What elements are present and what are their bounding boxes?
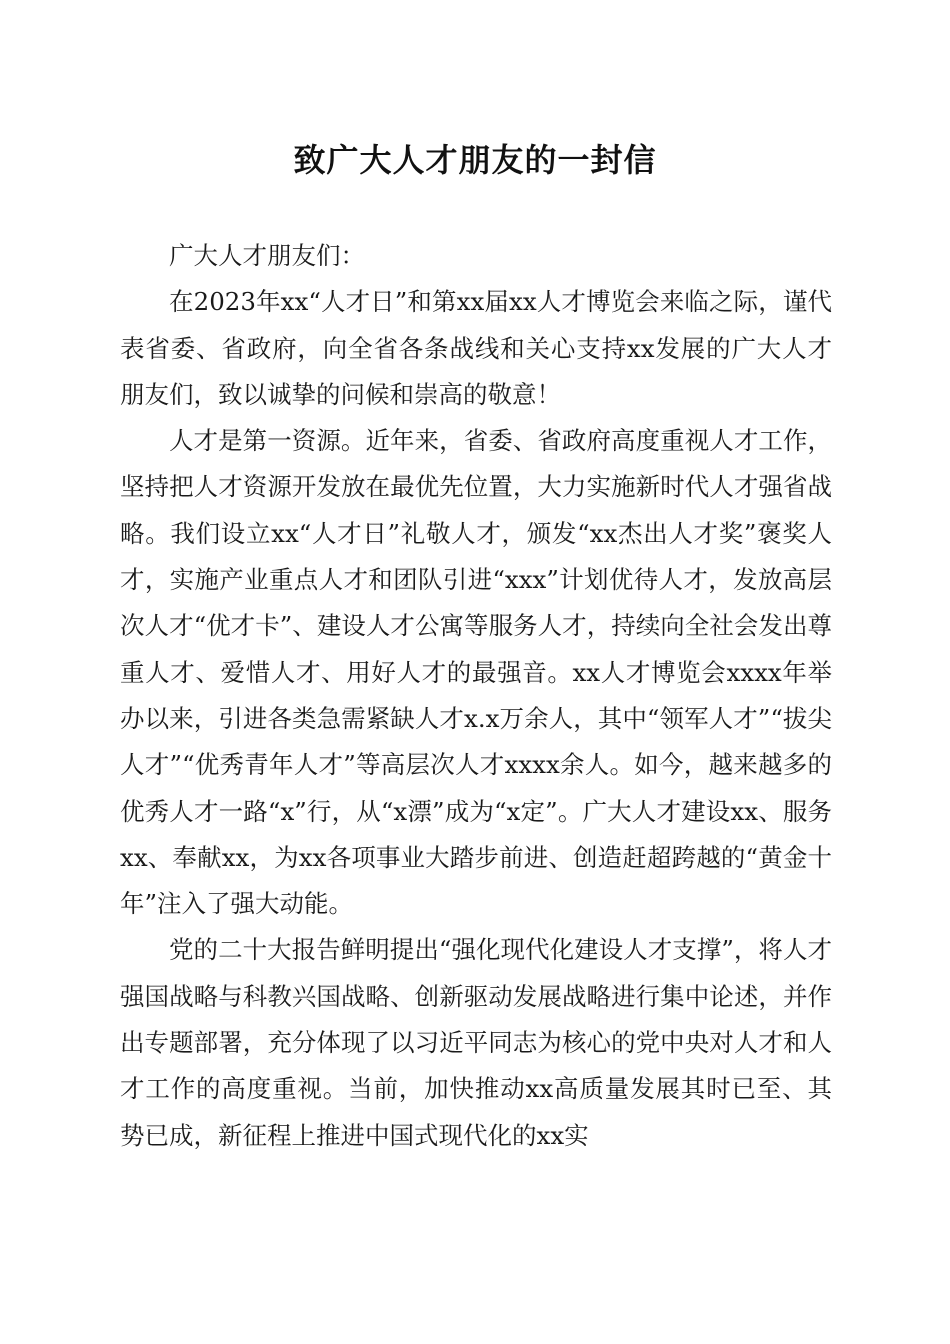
- paragraph-2: 人才是第一资源。近年来，省委、省政府高度重视人才工作，坚持把人才资源开发放在最优先位置，大力实施新时代人才强省战略。我们设立xx“人才日”礼敬人才，颁发“xx杰出人才奖”褒奖人才，实施产业重点人才和团队引进“xxx”计划优待人才，发放高层次人才“优才卡”、建设人才公寓等服务人才，持续向全社会发出尊重人才、爱惜人才、用好人才的最强音。xx人才博览会xxxx年举办以来，引进各类急需紧缺人才x.x万余人，其中“领军人才”“拔尖人才”“优秀青年人才”等高层次人才xxxx余人。如今，越来越多的优秀人才一路“x”行，从“x漂”成为“x定”。广大人才建设xx、服务xx、奉献xx，为xx各项事业大踏步前进、创造赶超跨越的“黄金十年”注入了强大动能。: [120, 426, 832, 919]
- document-title: 致广大人才朋友的一封信: [293, 141, 657, 179]
- paragraph-1: 在2023年xx“人才日”和第xx届xx人才博览会来临之际，谨代表省委、省政府，向全省各条战线和关心支持xx发展的广大人才朋友们，致以诚挚的问候和崇高的敬意！: [120, 287, 832, 409]
- document-body: [120, 233, 832, 1159]
- salutation: 广大人才朋友们：: [169, 241, 365, 270]
- paragraph-3: 党的二十大报告鲜明提出“强化现代化建设人才支撑”，将人才强国战略与科教兴国战略、创新驱动发展战略进行集中论述，并作出专题部署，充分体现了以习近平同志为核心的党中央对人才和人才工作的高度重视。当前，加快推动xx高质量发展其时已至、其势已成，新征程上推进中国式现代化的xx实: [120, 935, 832, 1150]
